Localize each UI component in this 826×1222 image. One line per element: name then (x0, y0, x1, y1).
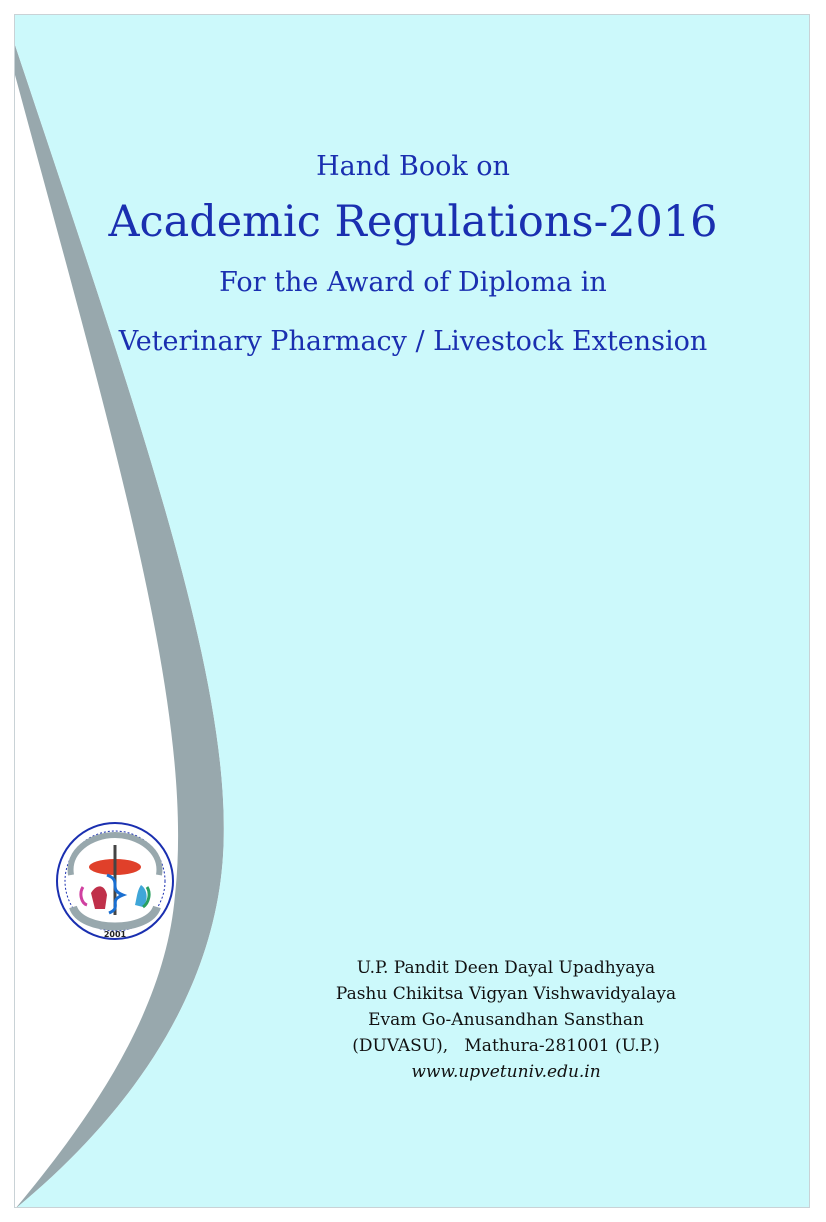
address-line-2: Pashu Chikitsa Vigyan Vishwavidyalaya (335, 984, 677, 1004)
address-line-3: Evam Go-Anusandhan Sansthan (368, 1010, 644, 1030)
cover-page (14, 14, 810, 1208)
address-line-4: (DUVASU), Mathura-281001 (U.P.) (352, 1036, 660, 1056)
publisher-address (325, 955, 687, 1085)
website-link[interactable]: www.upvetuniv.edu.in (411, 1062, 601, 1082)
hand-book-line: Hand Book on (316, 151, 510, 182)
main-title: Academic Regulations-2016 (108, 197, 718, 247)
logo-year: 2001 (103, 930, 127, 939)
university-seal-logo (51, 815, 179, 955)
award-line: For the Award of Diploma in (219, 267, 607, 298)
address-line-1: U.P. Pandit Deen Dayal Upadhyaya (356, 958, 656, 978)
program-line: Veterinary Pharmacy / Livestock Extension (118, 326, 708, 357)
